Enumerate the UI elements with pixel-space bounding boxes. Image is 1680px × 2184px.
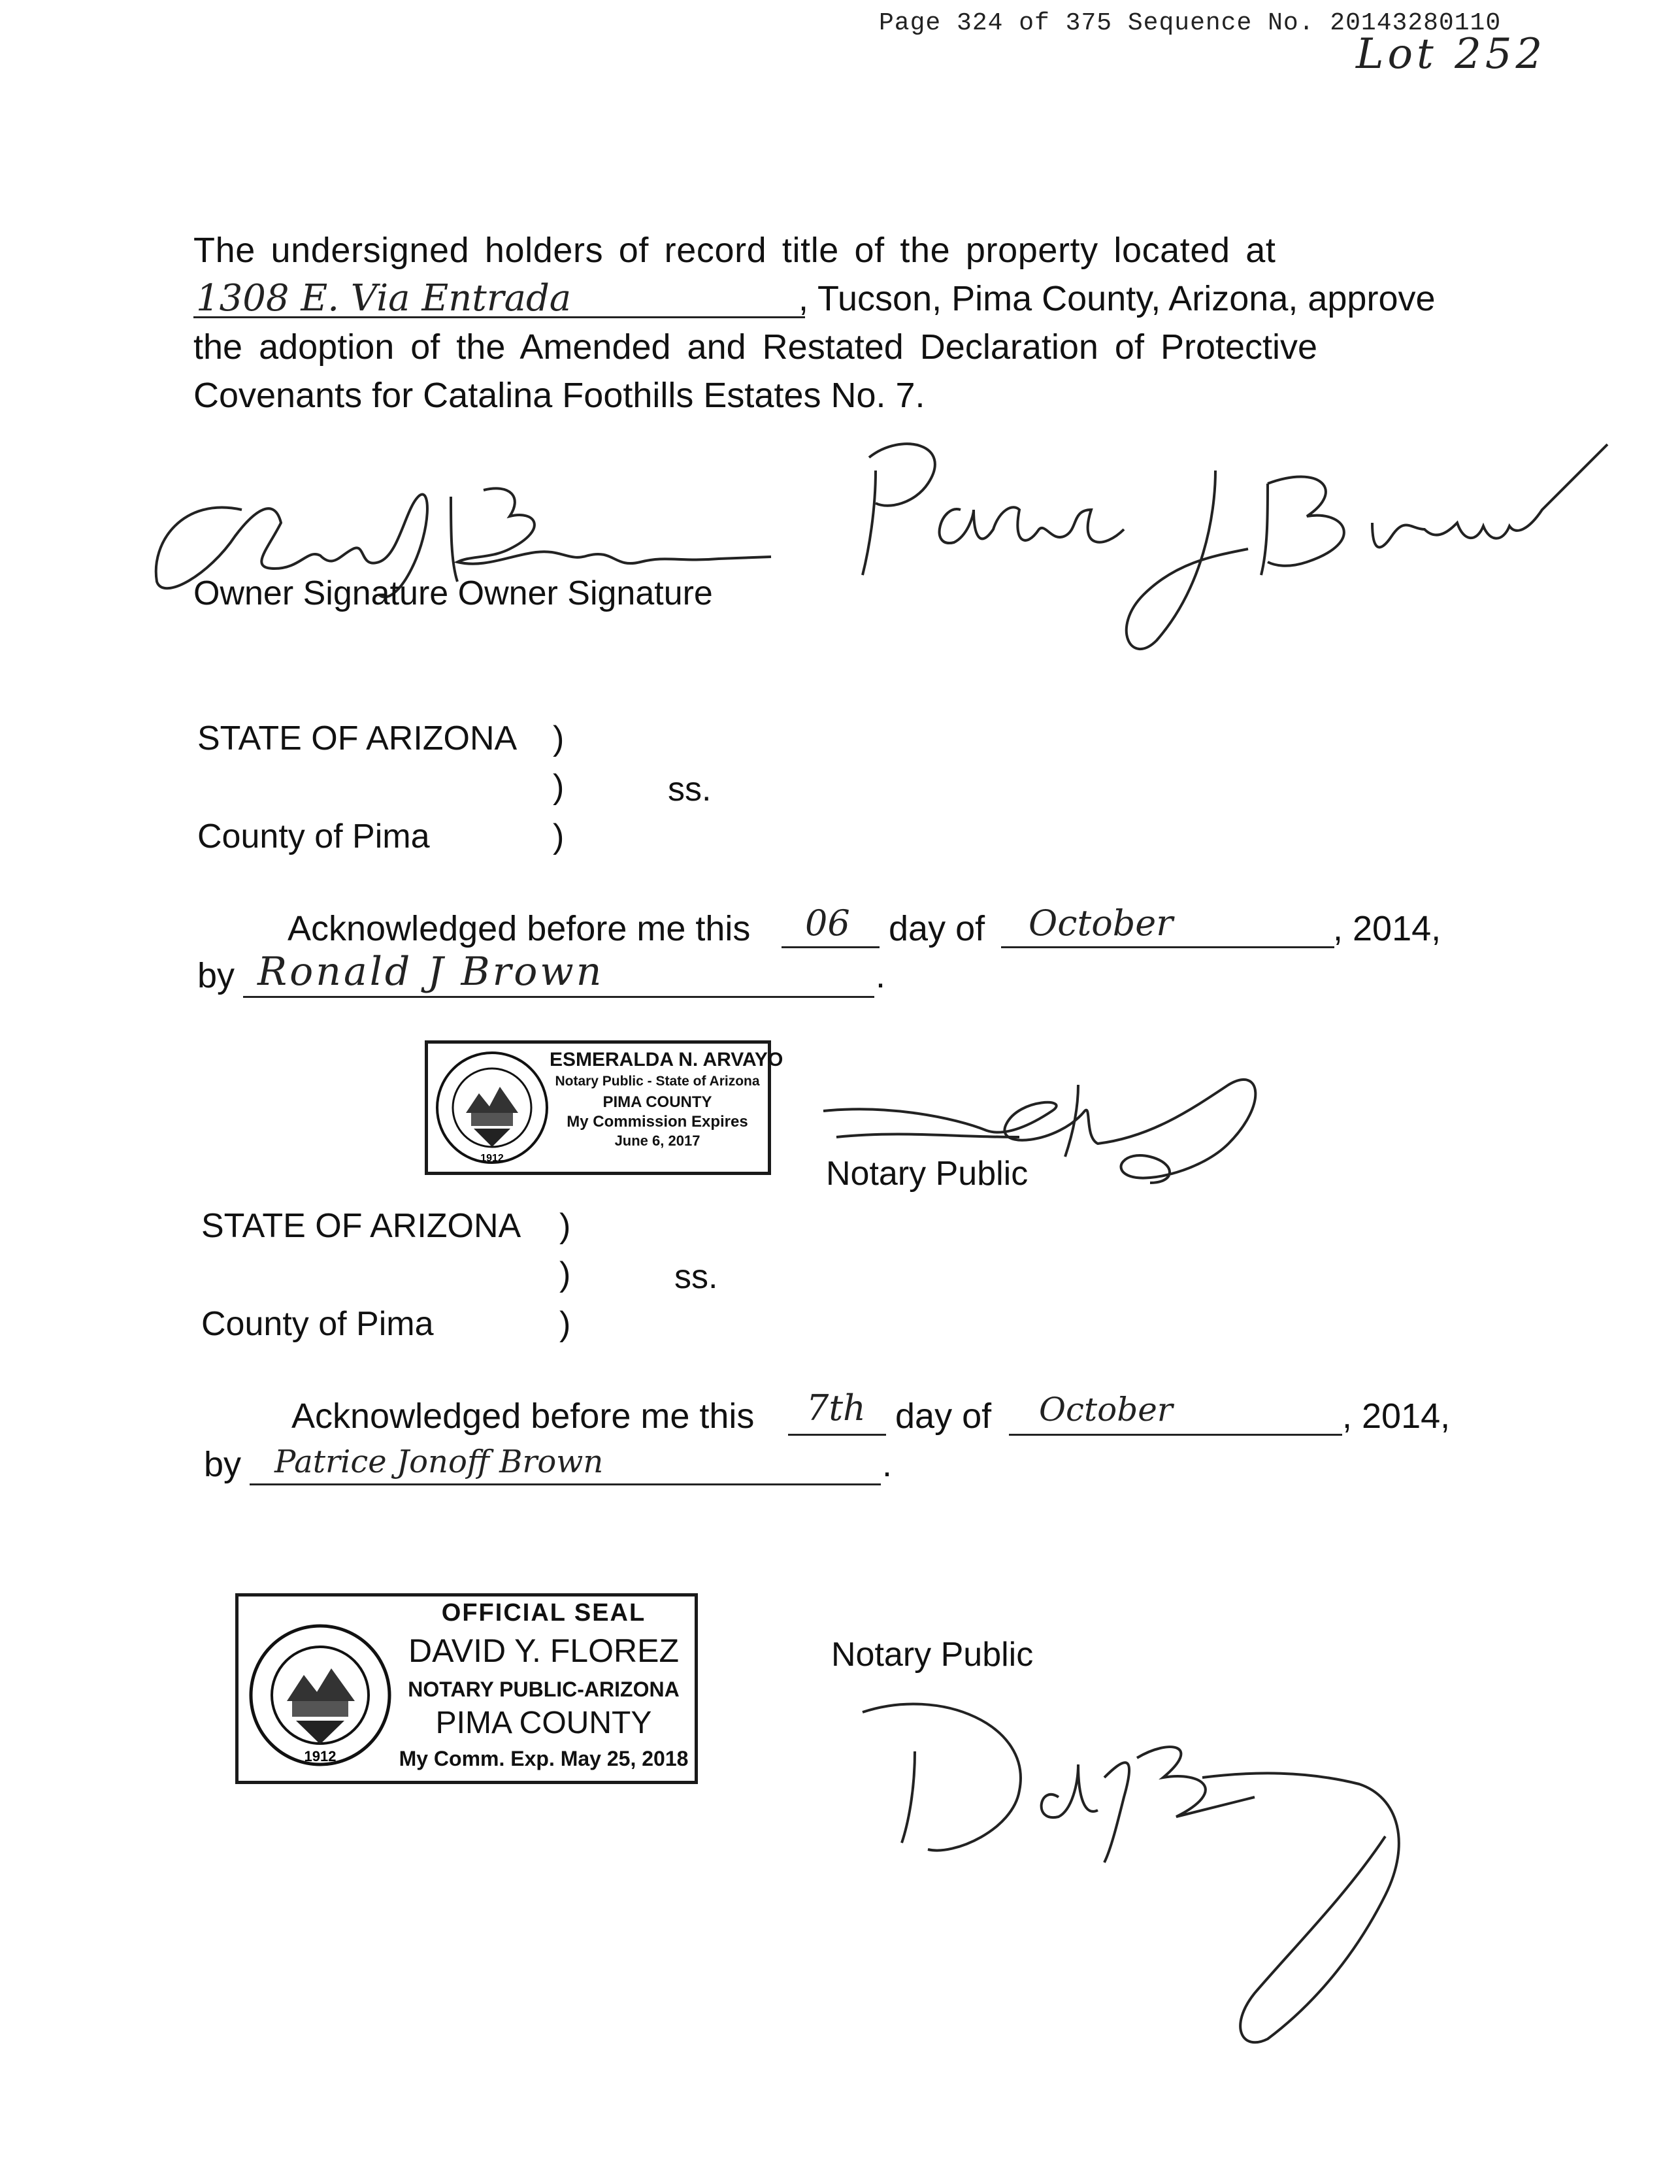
stamp1-title: Notary Public - State of Arizona: [555, 1074, 760, 1089]
ack2-day-line: [788, 1434, 886, 1436]
owner-signature-patrice: [849, 431, 1607, 647]
ack1-month: October: [1029, 902, 1174, 944]
stamp1-county: PIMA COUNTY: [602, 1093, 712, 1111]
ack2-state: STATE OF ARIZONA: [201, 1207, 521, 1245]
ack1-county: County of Pima: [197, 818, 430, 855]
stamp2-title: NOTARY PUBLIC-ARIZONA: [408, 1678, 680, 1701]
owner-signature-caption: Owner Signature Owner Signature: [193, 574, 713, 612]
stamp2-expires: My Comm. Exp. May 25, 2018: [399, 1747, 689, 1770]
ack1-period: .: [876, 956, 886, 995]
ack1-paren-2: ): [553, 768, 565, 806]
ack2-name-line: [250, 1483, 881, 1485]
ack2-year: , 2014,: [1342, 1397, 1451, 1436]
ack1-prefix: Acknowledged before me this: [288, 909, 751, 948]
ack2-paren-1: ): [559, 1207, 571, 1245]
ack2-day: 7th: [806, 1387, 866, 1429]
ack2-paren-3: ): [559, 1305, 571, 1343]
paragraph-line-4: Covenants for Catalina Foothills Estates No. 7.: [193, 376, 925, 415]
ack2-period: .: [882, 1445, 893, 1484]
ack2-paren-2: ): [559, 1255, 571, 1293]
ack1-ss: ss.: [668, 770, 712, 808]
ack1-day-of: day of: [889, 909, 985, 948]
ack2-month-line: [1009, 1434, 1342, 1436]
ack1-day: 06: [805, 902, 850, 944]
stamp2-county: PIMA COUNTY: [435, 1706, 652, 1740]
address-underline: [193, 316, 805, 318]
arizona-state-seal-icon: [435, 1050, 550, 1165]
ack1-state: STATE OF ARIZONA: [197, 720, 518, 757]
ack1-month-line: [1001, 946, 1334, 948]
ack1-notary-label: Notary Public: [826, 1155, 1029, 1193]
paragraph-line-1: The undersigned holders of record title of the property located at: [193, 231, 1276, 270]
ack1-by: by: [197, 956, 235, 995]
ack1-name: Ronald J Brown: [257, 949, 604, 995]
stamp1-expires-label: My Commission Expires: [567, 1113, 748, 1131]
ack1-day-line: [782, 946, 880, 948]
svg-text:1912: 1912: [304, 1748, 337, 1764]
ack1-name-line: [243, 996, 874, 998]
ack2-notary-stamp: [235, 1593, 698, 1784]
ack2-county: County of Pima: [201, 1305, 434, 1343]
ack2-ss: ss.: [674, 1258, 718, 1296]
ack1-notary-stamp: [425, 1040, 783, 1175]
paragraph-line-2: , Tucson, Pima County, Arizona, approve: [799, 279, 1436, 318]
ack2-month: October: [1039, 1391, 1173, 1429]
handwritten-address: 1308 E. Via Entrada: [196, 277, 572, 320]
ack2-notary-signature: [863, 1686, 1451, 2052]
ack2-notary-label: Notary Public: [831, 1636, 1034, 1674]
ack1-year: , 2014,: [1333, 909, 1441, 948]
stamp2-name: DAVID Y. FLOREZ: [408, 1632, 679, 1669]
stamp1-name: ESMERALDA N. ARVAYO: [550, 1049, 783, 1070]
ack1-paren-1: ): [553, 720, 565, 757]
svg-text:1912: 1912: [480, 1153, 504, 1164]
stamp2-heading: OFFICIAL SEAL: [441, 1599, 646, 1627]
lot-number-note: Lot 252: [1356, 30, 1547, 78]
arizona-great-seal-icon: [248, 1623, 393, 1768]
ack2-by: by: [204, 1445, 242, 1484]
paragraph-line-3: the adoption of the Amended and Restated Declaration of Protective: [193, 327, 1318, 367]
ack1-paren-3: ): [553, 818, 565, 855]
page-sequence-header: Page 324 of 375 Sequence No. 20143280110: [879, 9, 1502, 37]
stamp1-expires-date: June 6, 2017: [614, 1133, 700, 1149]
ack2-day-of: day of: [895, 1397, 992, 1436]
ack2-prefix: Acknowledged before me this: [291, 1397, 755, 1436]
ack2-name: Patrice Jonoff Brown: [274, 1444, 604, 1480]
